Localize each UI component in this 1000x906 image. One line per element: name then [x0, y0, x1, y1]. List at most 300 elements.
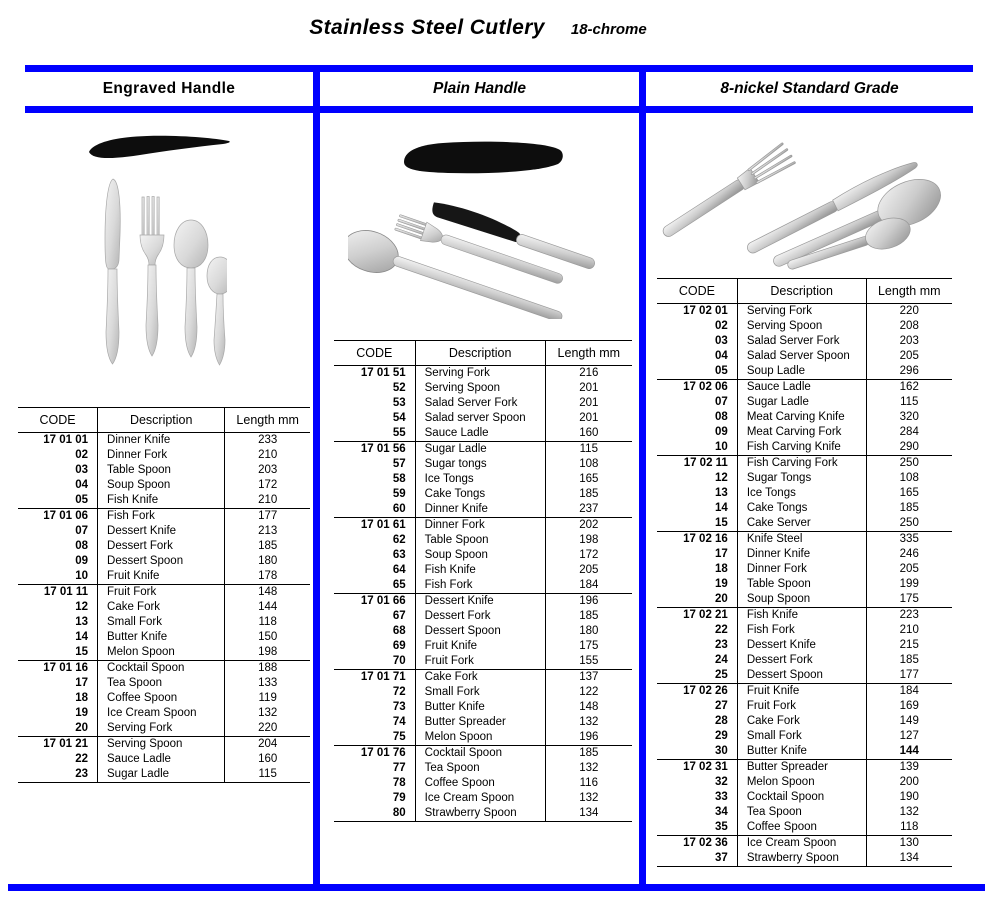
code-group — [657, 684, 952, 760]
length-cell: 215 — [899, 639, 919, 651]
table-row — [18, 721, 310, 737]
code-group — [657, 836, 952, 867]
description-cell: Soup Spoon — [415, 548, 545, 563]
table-row — [334, 639, 632, 654]
plain-handle-table — [334, 340, 632, 822]
length-cell: 190 — [899, 791, 919, 803]
length-cell: 137 — [579, 671, 599, 683]
code-cell: 53 — [392, 397, 406, 409]
length-cell: 185 — [579, 610, 599, 622]
page-subtitle: 18-chrome — [570, 21, 647, 38]
length-cell: 210 — [258, 494, 278, 506]
length-cell: 237 — [579, 503, 599, 515]
column-header: Length mm — [557, 346, 621, 360]
table-row — [334, 563, 632, 578]
code-cell: 12 — [75, 601, 89, 613]
table-row — [657, 608, 952, 624]
length-cell: 196 — [579, 731, 599, 743]
description-cell: Tea Spoon — [98, 676, 225, 691]
code-cell: 17 02 36 — [683, 837, 728, 849]
engraved-handle-pattern-image — [85, 130, 233, 168]
table-row — [18, 645, 310, 661]
table-row — [334, 457, 632, 472]
length-cell: 165 — [899, 487, 919, 499]
table-row — [334, 442, 632, 458]
length-cell: 210 — [258, 449, 278, 461]
description-cell: Tea Spoon — [415, 761, 545, 776]
table-row — [334, 776, 632, 791]
description-cell: Dinner Knife — [415, 502, 545, 518]
description-cell: Cake Server — [737, 516, 866, 532]
length-cell: 213 — [258, 525, 278, 537]
description-cell: Cake Fork — [415, 670, 545, 686]
length-cell: 204 — [258, 738, 278, 750]
table-spoon-icon — [174, 220, 208, 357]
length-cell: 116 — [579, 777, 598, 789]
table-row — [657, 456, 952, 472]
table-row — [657, 623, 952, 638]
description-cell: Fruit Knife — [98, 569, 225, 585]
length-cell: 185 — [899, 654, 919, 666]
code-cell: 20 — [715, 593, 728, 605]
description-cell: Strawberry Spoon — [737, 851, 866, 867]
table-row — [657, 729, 952, 744]
table-row — [334, 624, 632, 639]
code-cell: 17 02 11 — [683, 457, 728, 469]
length-cell: 133 — [258, 677, 278, 689]
code-group — [657, 532, 952, 608]
table-row — [334, 594, 632, 610]
description-cell: Fish Knife — [737, 608, 866, 624]
length-cell: 115 — [579, 443, 598, 455]
length-cell: 132 — [579, 792, 599, 804]
code-cell: 17 02 16 — [683, 533, 728, 545]
description-cell: Dessert Spoon — [98, 554, 225, 569]
code-cell: 17 01 71 — [360, 671, 406, 683]
code-cell: 14 — [75, 631, 89, 643]
code-cell: 17 — [75, 677, 89, 689]
length-cell: 148 — [579, 701, 599, 713]
section-header-8-nickel: 8-nickel Standard Grade — [720, 80, 899, 97]
description-cell: Table Spoon — [98, 463, 225, 478]
table-row — [334, 548, 632, 563]
table-row — [657, 775, 952, 790]
length-cell: 148 — [258, 586, 278, 598]
plain-handle-pattern-image — [398, 136, 568, 180]
code-cell: 69 — [392, 640, 406, 652]
description-cell: Table Spoon — [415, 533, 545, 548]
description-cell: Serving Spoon — [98, 737, 225, 753]
code-group — [18, 509, 310, 585]
table-row — [657, 668, 952, 684]
code-cell: 33 — [715, 791, 728, 803]
length-cell: 180 — [579, 625, 599, 637]
length-cell: 210 — [899, 624, 919, 636]
table-row — [18, 615, 310, 630]
table-row — [18, 767, 310, 783]
code-cell: 17 01 06 — [43, 510, 89, 522]
description-cell: Dinner Knife — [737, 547, 866, 562]
description-cell: Dessert Knife — [98, 524, 225, 539]
table-row — [18, 676, 310, 691]
length-cell: 188 — [258, 662, 278, 674]
code-group — [18, 737, 310, 783]
code-cell: 67 — [392, 610, 406, 622]
description-cell: Cake Tongs — [415, 487, 545, 502]
column-header: Description — [737, 279, 866, 304]
description-cell: Sauce Ladle — [98, 752, 225, 767]
table-row — [334, 806, 632, 822]
code-cell: 08 — [715, 411, 728, 423]
code-group — [657, 380, 952, 456]
code-cell: 29 — [715, 730, 728, 742]
code-cell: 17 02 01 — [683, 305, 728, 317]
description-cell: Cake Tongs — [737, 501, 866, 516]
code-cell: 15 — [75, 646, 89, 658]
code-cell: 17 01 51 — [360, 367, 406, 379]
code-group — [334, 518, 632, 594]
description-cell: Fruit Fork — [737, 699, 866, 714]
header-band-bottom-rule — [25, 106, 973, 113]
code-group — [657, 456, 952, 532]
code-group — [18, 661, 310, 737]
length-cell: 216 — [579, 367, 599, 379]
description-cell: Cake Fork — [737, 714, 866, 729]
table-row — [18, 691, 310, 706]
table-row — [657, 501, 952, 516]
code-cell: 22 — [75, 753, 89, 765]
code-cell: 17 01 16 — [43, 662, 89, 674]
table-row — [657, 410, 952, 425]
code-cell: 17 — [715, 548, 728, 560]
table-row — [334, 609, 632, 624]
description-cell: Cocktail Spoon — [415, 746, 545, 762]
code-cell: 02 — [75, 449, 89, 461]
column-header: Description — [98, 408, 225, 433]
length-cell: 233 — [258, 434, 278, 446]
table-row — [334, 761, 632, 776]
table-row — [657, 684, 952, 700]
description-cell: Butter Spreader — [737, 760, 866, 776]
code-cell: 37 — [715, 852, 728, 864]
table-row — [18, 524, 310, 539]
length-cell: 160 — [258, 753, 278, 765]
code-cell: 18 — [715, 563, 728, 575]
length-cell: 150 — [258, 631, 278, 643]
table-row — [18, 463, 310, 478]
length-cell: 196 — [579, 595, 599, 607]
description-cell: Fish Carving Fork — [737, 456, 866, 472]
table-row — [334, 502, 632, 518]
table-row — [18, 569, 310, 585]
length-cell: 201 — [579, 382, 599, 394]
description-cell: Melon Spoon — [737, 775, 866, 790]
length-cell: 134 — [579, 807, 599, 819]
length-cell: 175 — [899, 593, 919, 605]
code-cell: 05 — [715, 365, 728, 377]
description-cell: Salad Server Fork — [737, 334, 866, 349]
table-row — [334, 366, 632, 382]
table-row — [657, 744, 952, 760]
code-group — [334, 366, 632, 442]
length-cell: 185 — [258, 540, 278, 552]
code-group — [334, 746, 632, 822]
description-cell: Melon Spoon — [415, 730, 545, 746]
nickel-grade-table — [657, 278, 952, 867]
description-cell: Sugar Ladle — [415, 442, 545, 458]
description-cell: Tea Spoon — [737, 805, 866, 820]
code-group — [657, 608, 952, 684]
column-divider-2 — [639, 65, 646, 891]
length-cell: 284 — [899, 426, 919, 438]
section-header-plain-handle: Plain Handle — [432, 80, 527, 97]
code-group — [657, 304, 952, 380]
description-cell: Small Fork — [737, 729, 866, 744]
length-cell: 184 — [579, 579, 599, 591]
code-cell: 35 — [715, 821, 728, 833]
code-cell: 13 — [75, 616, 89, 628]
description-cell: Sugar Ladle — [737, 395, 866, 410]
description-cell: Butter Knife — [98, 630, 225, 645]
code-cell: 73 — [392, 701, 406, 713]
description-cell: Meat Carving Knife — [737, 410, 866, 425]
length-cell: 115 — [900, 396, 919, 408]
length-cell: 144 — [258, 601, 278, 613]
column-divider-1 — [313, 65, 320, 891]
description-cell: Small Fork — [98, 615, 225, 630]
description-cell: Coffee Spoon — [98, 691, 225, 706]
code-cell: 28 — [715, 715, 728, 727]
engraved-handle-table — [18, 407, 310, 783]
length-cell: 108 — [899, 472, 919, 484]
column-header: CODE — [678, 284, 715, 298]
length-cell: 134 — [899, 852, 919, 864]
description-cell: Fruit Fork — [415, 654, 545, 670]
length-cell: 175 — [579, 640, 599, 652]
code-cell: 32 — [715, 776, 728, 788]
code-cell: 17 02 26 — [683, 685, 728, 697]
description-cell: Sauce Ladle — [415, 426, 545, 442]
table-row — [334, 411, 632, 426]
code-cell: 10 — [715, 441, 728, 453]
length-cell: 250 — [899, 457, 919, 469]
description-cell: Fish Carving Knife — [737, 440, 866, 456]
plain-cutlery-set-image — [348, 194, 603, 319]
table-row — [657, 364, 952, 380]
code-cell: 65 — [392, 579, 406, 591]
table-row — [657, 547, 952, 562]
length-cell: 199 — [899, 578, 919, 590]
length-cell: 202 — [579, 519, 599, 531]
table-row — [18, 600, 310, 615]
table-row — [334, 396, 632, 411]
code-cell: 05 — [75, 494, 89, 506]
length-cell: 203 — [899, 335, 919, 347]
section-header-engraved-handle: Engraved Handle — [102, 80, 236, 97]
description-cell: Fruit Fork — [98, 585, 225, 601]
description-cell: Small Fork — [415, 685, 545, 700]
code-cell: 09 — [715, 426, 728, 438]
code-cell: 10 — [75, 570, 89, 582]
length-cell: 246 — [899, 548, 919, 560]
length-cell: 205 — [899, 563, 919, 575]
code-cell: 08 — [75, 540, 89, 552]
table-row — [657, 380, 952, 396]
length-cell: 132 — [258, 707, 278, 719]
code-cell: 15 — [715, 517, 728, 529]
table-row — [18, 554, 310, 569]
engraved-cutlery-set-image — [93, 177, 227, 373]
table-row — [18, 585, 310, 601]
code-group — [18, 585, 310, 661]
description-cell: Serving Fork — [415, 366, 545, 382]
length-cell: 200 — [899, 776, 919, 788]
description-cell: Strawberry Spoon — [415, 806, 545, 822]
description-cell: Fish Knife — [98, 493, 225, 509]
description-cell: Dinner Fork — [415, 518, 545, 534]
length-cell: 122 — [579, 686, 599, 698]
code-cell: 64 — [392, 564, 406, 576]
code-cell: 27 — [715, 700, 728, 712]
table-row — [657, 790, 952, 805]
length-cell: 115 — [258, 768, 277, 780]
table-row — [657, 699, 952, 714]
length-cell: 198 — [579, 534, 599, 546]
table-row — [334, 533, 632, 548]
length-cell: 220 — [899, 305, 919, 317]
length-cell: 223 — [899, 609, 919, 621]
column-header: Description — [415, 341, 545, 366]
table-row — [18, 630, 310, 645]
length-cell: 185 — [899, 502, 919, 514]
description-cell: Sugar Ladle — [98, 767, 225, 783]
table-row — [657, 836, 952, 852]
length-cell: 177 — [899, 669, 919, 681]
table-row — [334, 654, 632, 670]
description-cell: Ice Tongs — [415, 472, 545, 487]
code-cell: 52 — [392, 382, 406, 394]
description-cell: Knife Steel — [737, 532, 866, 548]
length-cell: 130 — [899, 837, 919, 849]
table-row — [334, 381, 632, 396]
code-cell: 03 — [715, 335, 728, 347]
length-cell: 160 — [579, 427, 599, 439]
description-cell: Salad Server Fork — [415, 396, 545, 411]
code-cell: 09 — [75, 555, 89, 567]
length-cell: 172 — [579, 549, 599, 561]
code-group — [657, 760, 952, 836]
description-cell: Cake Fork — [98, 600, 225, 615]
header-band-top-rule — [25, 65, 973, 72]
length-cell: 208 — [899, 320, 919, 332]
code-group — [18, 433, 310, 509]
description-cell: Ice Cream Spoon — [737, 836, 866, 852]
table-row — [657, 714, 952, 729]
length-cell: 220 — [258, 722, 278, 734]
code-cell: 02 — [715, 320, 728, 332]
code-cell: 74 — [392, 716, 406, 728]
code-cell: 17 01 66 — [360, 595, 406, 607]
length-cell: 132 — [579, 762, 599, 774]
table-row — [657, 562, 952, 577]
length-cell: 118 — [900, 821, 919, 833]
table-row — [334, 472, 632, 487]
code-cell: 24 — [715, 654, 728, 666]
description-cell: Sugar Tongs — [737, 471, 866, 486]
length-cell: 139 — [899, 761, 919, 773]
table-row — [657, 319, 952, 334]
length-cell: 172 — [258, 479, 278, 491]
description-cell: Serving Spoon — [415, 381, 545, 396]
table-row — [657, 304, 952, 320]
code-cell: 17 02 31 — [683, 761, 728, 773]
length-cell: 127 — [899, 730, 919, 742]
description-cell: Serving Fork — [737, 304, 866, 320]
length-cell: 205 — [899, 350, 919, 362]
table-row — [334, 670, 632, 686]
code-cell: 07 — [715, 396, 728, 408]
code-cell: 22 — [715, 624, 728, 636]
column-header: CODE — [39, 413, 76, 427]
table-row — [334, 426, 632, 442]
description-cell: Dessert Fork — [98, 539, 225, 554]
code-cell: 23 — [75, 768, 89, 780]
code-cell: 34 — [715, 806, 728, 818]
table-row — [18, 737, 310, 753]
code-cell: 17 01 11 — [43, 586, 89, 598]
description-cell: Dinner Knife — [98, 433, 225, 449]
column-header: Length mm — [877, 284, 941, 298]
tea-spoon-icon — [207, 257, 227, 365]
description-cell: Dinner Fork — [98, 448, 225, 463]
table-row — [334, 715, 632, 730]
code-cell: 62 — [392, 534, 406, 546]
table-row — [657, 471, 952, 486]
table-row — [334, 487, 632, 502]
length-cell: 144 — [899, 745, 919, 757]
table-row — [18, 661, 310, 677]
code-cell: 17 01 21 — [43, 738, 89, 750]
table-row — [657, 334, 952, 349]
code-cell: 17 01 56 — [360, 443, 406, 455]
description-cell: Butter Knife — [415, 700, 545, 715]
table-row — [334, 746, 632, 762]
description-cell: Ice Cream Spoon — [98, 706, 225, 721]
description-cell: Fruit Knife — [415, 639, 545, 654]
description-cell: Ice Tongs — [737, 486, 866, 501]
code-cell: 59 — [392, 488, 406, 500]
code-cell: 17 01 76 — [360, 747, 406, 759]
description-cell: Fish Fork — [415, 578, 545, 594]
table-row — [18, 448, 310, 463]
length-cell: 185 — [579, 488, 599, 500]
knife-icon — [105, 179, 120, 364]
code-cell: 23 — [715, 639, 728, 651]
code-cell: 30 — [715, 745, 728, 757]
code-group — [334, 670, 632, 746]
table-row — [657, 577, 952, 592]
code-cell: 12 — [715, 472, 728, 484]
column-header: Length mm — [236, 413, 299, 427]
length-cell: 320 — [899, 411, 919, 423]
description-cell: Dinner Fork — [737, 562, 866, 577]
table-row — [657, 592, 952, 608]
code-cell: 72 — [392, 686, 406, 698]
table-row — [657, 425, 952, 440]
code-cell: 17 01 61 — [360, 519, 406, 531]
code-cell: 17 01 01 — [43, 434, 89, 446]
code-cell: 54 — [392, 412, 406, 424]
